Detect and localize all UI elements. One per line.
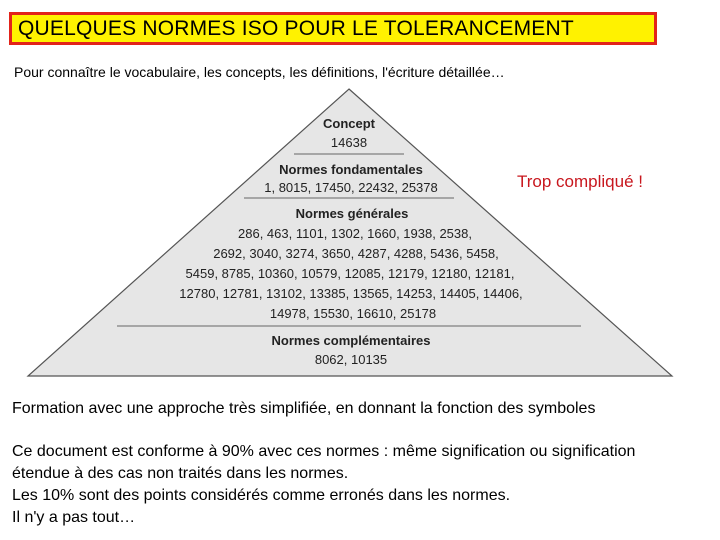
complementaires-heading: Normes complémentaires bbox=[271, 333, 431, 348]
concept-heading: Concept bbox=[323, 116, 375, 131]
annotation-trop-complique: Trop compliqué ! bbox=[517, 172, 643, 191]
paragraph bbox=[12, 441, 718, 529]
paragraph-line: étendue à des cas non traités dans les normes. bbox=[12, 465, 349, 482]
generales-line-2: 2692, 3040, 3274, 3650, 4287, 4288, 5436, 5458, bbox=[213, 246, 499, 261]
concept-value: 14638 bbox=[330, 135, 368, 150]
paragraph-line: Il n'y a pas tout… bbox=[12, 509, 136, 526]
formation-text: Formation avec une approche très simplifiée, en donnant la fonction des symboles bbox=[12, 400, 596, 417]
fondamentales-heading: Normes fondamentales bbox=[279, 162, 423, 177]
paragraph-line: Les 10% sont des points considérés comme erronés dans les normes. bbox=[12, 487, 511, 504]
generales-line-4: 12780, 12781, 13102, 13385, 13565, 14253, 14405, 14406, bbox=[179, 286, 523, 301]
generales-line-5: 14978, 15530, 16610, 25178 bbox=[269, 306, 437, 321]
generales-line-1: 286, 463, 1101, 1302, 1660, 1938, 2538, bbox=[238, 226, 472, 241]
fondamentales-values: 1, 8015, 17450, 22432, 25378 bbox=[264, 180, 438, 195]
paragraph-line: Ce document est conforme à 90% avec ces normes : même signification ou signification bbox=[12, 443, 636, 460]
generales-line-3: 5459, 8785, 10360, 10579, 12085, 12179, 12180, 12181, bbox=[185, 266, 515, 281]
complementaires-values: 8062, 10135 bbox=[314, 352, 388, 367]
subtitle: Pour connaître le vocabulaire, les concepts, les définitions, l'écriture détaillée… bbox=[14, 64, 505, 80]
page-title-text: QUELQUES NORMES ISO POUR LE TOLERANCEMENT bbox=[18, 16, 574, 40]
generales-heading: Normes générales bbox=[295, 206, 409, 221]
